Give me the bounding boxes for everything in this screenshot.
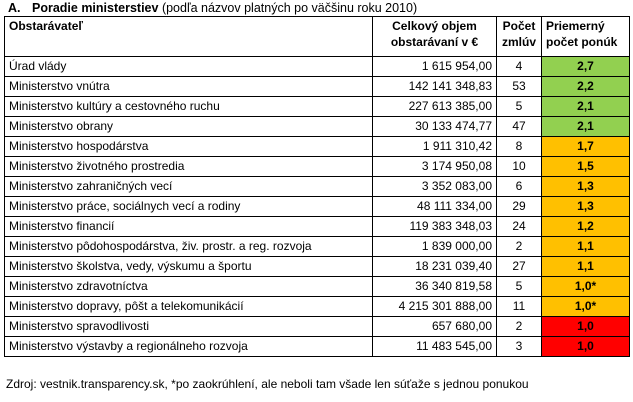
cell-buyer: Ministerstvo financií	[5, 217, 373, 237]
cell-volume: 119 383 348,03	[373, 217, 497, 237]
table-row	[5, 337, 630, 357]
cell-volume: 4 215 301 888,00	[373, 297, 497, 317]
table-row	[5, 117, 630, 137]
cell-buyer: Ministerstvo zahraničných vecí	[5, 177, 373, 197]
cell-count: 53	[497, 77, 542, 97]
cell-count: 6	[497, 177, 542, 197]
cell-count: 4	[497, 57, 542, 77]
cell-count: 47	[497, 117, 542, 137]
cell-avg: 1,3	[542, 197, 630, 217]
cell-count: 3	[497, 337, 542, 357]
table-row	[5, 317, 630, 337]
cell-buyer: Ministerstvo vnútra	[5, 77, 373, 97]
cell-buyer: Úrad vlády	[5, 57, 373, 77]
cell-volume: 657 680,00	[373, 317, 497, 337]
header-buyer: Obstarávateľ	[5, 17, 373, 57]
cell-avg: 1,0	[542, 337, 630, 357]
table-row	[5, 297, 630, 317]
cell-buyer: Ministerstvo práce, sociálnych vecí a rodiny	[5, 197, 373, 217]
cell-count: 8	[497, 137, 542, 157]
table-row	[5, 237, 630, 257]
cell-buyer: Ministerstvo školstva, vedy, výskumu a športu	[5, 257, 373, 277]
table-row	[5, 157, 630, 177]
cell-buyer: Ministerstvo životného prostredia	[5, 157, 373, 177]
header-volume: Celkový objem obstarávaní v €	[373, 17, 497, 57]
cell-count: 11	[497, 297, 542, 317]
cell-avg: 2,1	[542, 117, 630, 137]
cell-avg: 2,1	[542, 97, 630, 117]
cell-buyer: Ministerstvo kultúry a cestovného ruchu	[5, 97, 373, 117]
table-row	[5, 77, 630, 97]
cell-count: 27	[497, 257, 542, 277]
cell-volume: 142 141 348,83	[373, 77, 497, 97]
table-row	[5, 177, 630, 197]
cell-avg: 2,7	[542, 57, 630, 77]
table-row	[5, 57, 630, 77]
cell-avg: 1,1	[542, 257, 630, 277]
cell-volume: 30 133 474,77	[373, 117, 497, 137]
cell-volume: 1 839 000,00	[373, 237, 497, 257]
cell-volume: 36 340 819,58	[373, 277, 497, 297]
cell-avg: 1,3	[542, 177, 630, 197]
cell-avg: 1,0	[542, 317, 630, 337]
cell-avg: 1,0*	[542, 277, 630, 297]
table-row	[5, 137, 630, 157]
source-note: Zdroj: vestnik.transparency.sk, *po zaokrúhlení, ale neboli tam všade len súťaže s jednou ponukou	[6, 377, 529, 391]
cell-buyer: Ministerstvo dopravy, pôšt a telekomunikácií	[5, 297, 373, 317]
header-count: Počet zmlúv	[497, 17, 542, 57]
cell-volume: 3 174 950,08	[373, 157, 497, 177]
cell-volume: 1 615 954,00	[373, 57, 497, 77]
cell-buyer: Ministerstvo obrany	[5, 117, 373, 137]
table-header-row	[5, 17, 630, 57]
cell-count: 10	[497, 157, 542, 177]
cell-buyer: Ministerstvo zdravotníctva	[5, 277, 373, 297]
cell-count: 5	[497, 277, 542, 297]
cell-volume: 18 231 039,40	[373, 257, 497, 277]
table-row	[5, 217, 630, 237]
cell-count: 2	[497, 317, 542, 337]
cell-avg: 1,2	[542, 217, 630, 237]
cell-avg: 1,7	[542, 137, 630, 157]
table-row	[5, 277, 630, 297]
cell-count: 24	[497, 217, 542, 237]
cell-avg: 1,1	[542, 237, 630, 257]
section-heading	[8, 0, 417, 16]
cell-volume: 227 613 385,00	[373, 97, 497, 117]
cell-count: 29	[497, 197, 542, 217]
section-subtitle: (podľa názvov platných po väčšinu roku 2010)	[161, 1, 418, 15]
header-avg: Priemerný počet ponúk	[542, 17, 630, 57]
cell-avg: 1,0*	[542, 297, 630, 317]
cell-buyer: Ministerstvo hospodárstva	[5, 137, 373, 157]
section-letter: A.	[8, 1, 21, 15]
cell-volume: 3 352 083,00	[373, 177, 497, 197]
cell-volume: 1 911 310,42	[373, 137, 497, 157]
table-row	[5, 97, 630, 117]
cell-buyer: Ministerstvo pôdohospodárstva, živ. prostr. a reg. rozvoja	[5, 237, 373, 257]
table-row	[5, 197, 630, 217]
cell-buyer: Ministerstvo spravodlivosti	[5, 317, 373, 337]
cell-avg: 1,5	[542, 157, 630, 177]
cell-avg: 2,2	[542, 77, 630, 97]
ministries-table	[4, 16, 630, 357]
cell-buyer: Ministerstvo výstavby a regionálneho rozvoja	[5, 337, 373, 357]
section-title: Poradie ministerstiev	[32, 1, 159, 15]
cell-count: 5	[497, 97, 542, 117]
cell-count: 2	[497, 237, 542, 257]
table-row	[5, 257, 630, 277]
cell-volume: 11 483 545,00	[373, 337, 497, 357]
cell-volume: 48 111 334,00	[373, 197, 497, 217]
